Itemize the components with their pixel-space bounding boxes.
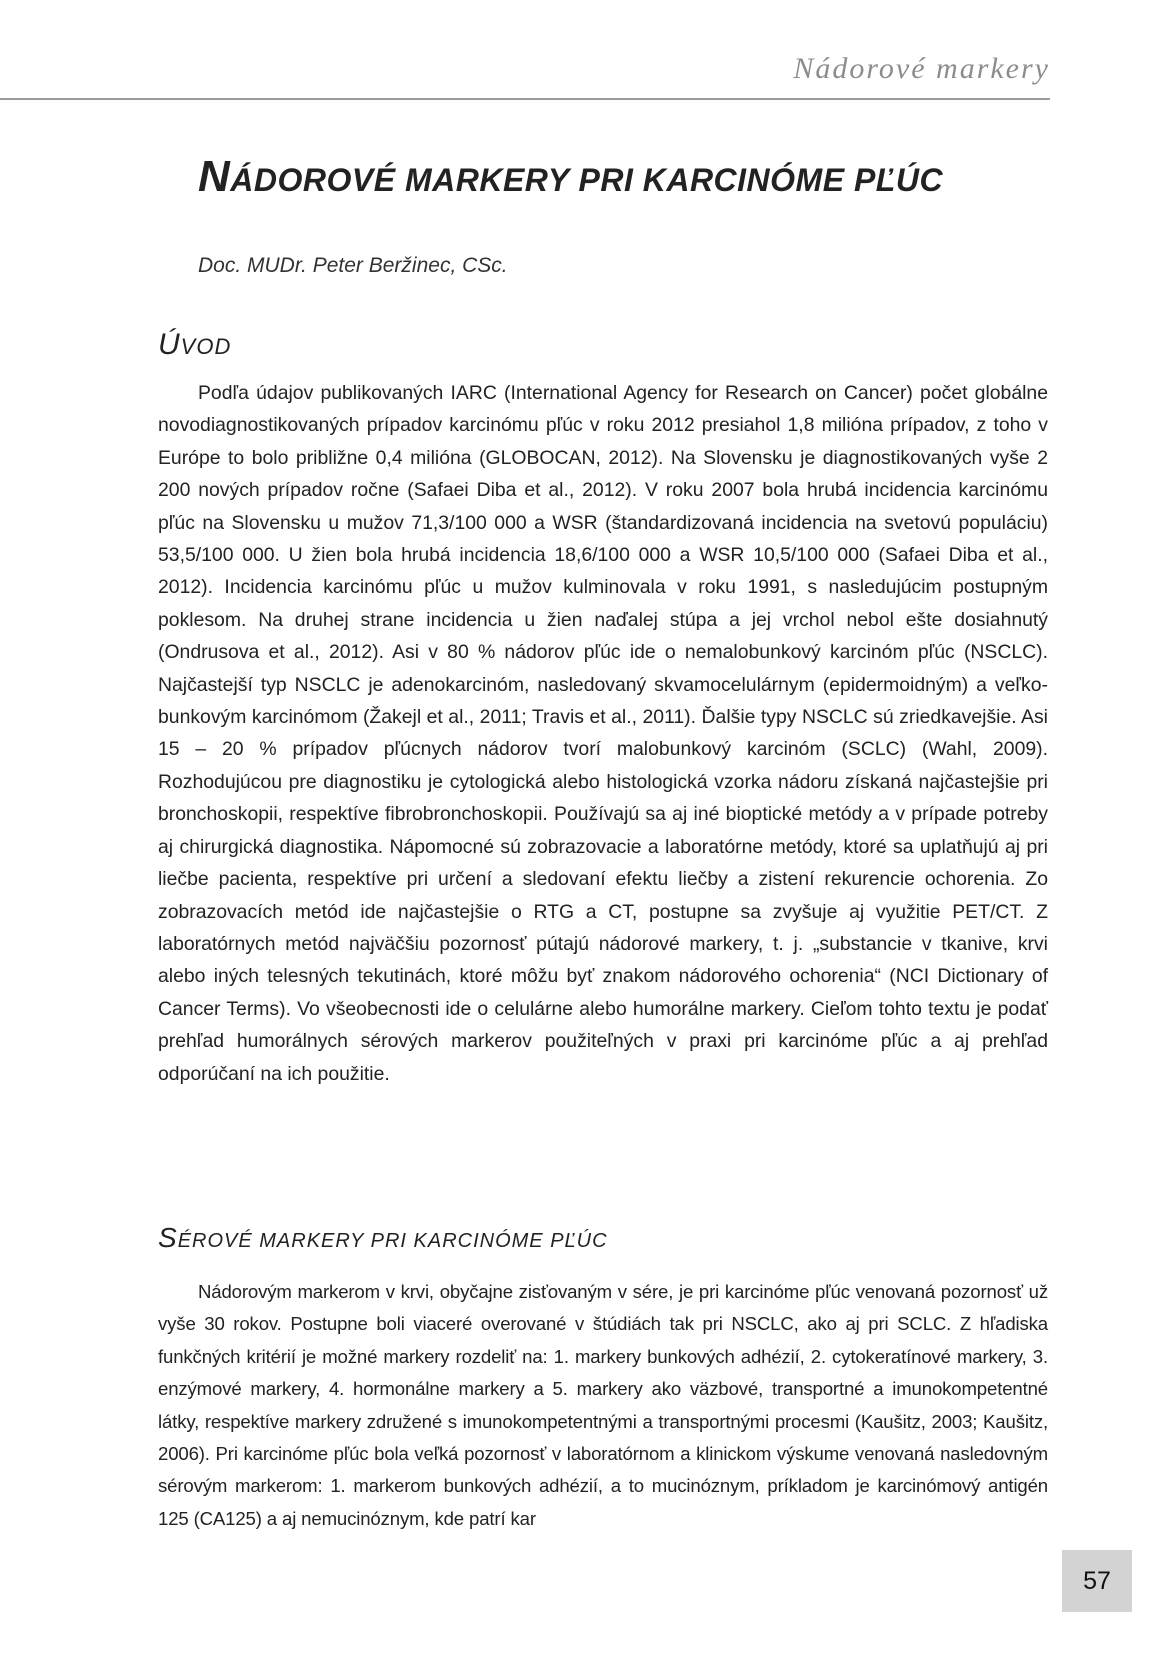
chapter-title-initial: N [198, 152, 231, 201]
chapter-title-rest: ÁDOROVÉ MARKERY PRI KARCINÓME PĽÚC [230, 162, 944, 198]
intro-paragraph: Podľa údajov publikovaných IARC (International Agency for Research on Cancer) počet globálne novodiagnostikovaných prípadov karcinómu pľúc v roku 2012 presiahol 1,8 milióna prípadov, z toho v Európe to bolo približne 0,4 milióna (GLOBOCAN, 2012). Na Slovensku je diagnostikovaných vyše 2 200 nových prípadov ročne (Safaei Diba et al., 2012). V roku 2007 bola hrubá incidencia karcinómu pľúc na Slovensku u mužov 71,3/100 000 a WSR (štandardizovaná incidencia na svetovú populáciu) 53,5/100 000. U žien bola hrubá incidencia 18,6/100 000 a WSR 10,5/100 000 (Safaei Diba et al., 2012). Incidencia karcinómu pľúc u mužov kulminovala v roku 1991, s nasledujúcim postupným poklesom. Na druhej strane incidencia u žien naďalej stúpa a jej vrchol nebol ešte dosiahnutý (Ondrusova et al., 2012). Asi v 80 % nádorov pľúc ide o nemalobunkový karcinóm pľúc (NSCLC). Najčastejší typ NSCLC je adenokarcinóm, nasledovaný skvamocelulárnym (epidermoidným) a veľkobunkovým karcinómom (Žakejl et al., 2011; Travis et al., 2011). Ďalšie typy NSCLC sú zriedkavejšie. Asi 15 – 20 % prípadov pľúcnych nádorov tvorí malobunkový karcinóm (SCLC) (Wahl, 2009). Rozhodujúcou pre diagnostiku je cytologická alebo histologická vzorka nádoru získaná najčastejšie pri bronchoskopii, respektíve fibrobronchoskopii. Používajú sa aj iné bioptické metódy a v prípade potreby aj chirurgická diagnostika. Nápomocné sú zobrazovacie a laboratórne metódy, ktoré sa uplatňujú aj pri liečbe pacienta, respektíve pri určení a sledovaní efektu liečby a zistení rekurencie ochorenia. Zo zobrazovacích metód ide najčastejšie o RTG a CT, postupne sa zvyšuje aj využitie PET/CT. Z laboratórnych metód najväčšiu pozornosť pútajú nádorové markery, t. j. „substancie v tkanive, krvi alebo iných telesných tekutinách, ktoré môžu byť znakom nádorového ochorenia“ (NCI Dictionary of Cancer Terms). Vo všeobecnosti ide o celulárne alebo humorálne markery. Cieľom tohto textu je podať prehľad humorálnych sérových markerov použiteľných v praxi pri karcinóme pľúc a aj prehľad odporúčaní na ich použitie. [158, 382, 1048, 1085]
section-heading-initial: S [158, 1222, 178, 1253]
serum-markers-paragraph: Nádorovým markerom v krvi, obyčajne zisťovaným v sére, je pri karcinóme pľúc venovaná pozornosť už vyše 30 rokov. Postupne boli viaceré overované v štúdiách tak pri NSCLC, ako aj pri SCLC. Z hľadiska funkčných kritérií je možné markery rozdeliť na: 1. markery bunkových adhézií, 2. cytokeratínové markery, 3. enzýmové markery, 4. hormonálne markery a 5. markery ako väzbové, transportné a imunokompetentné látky, respektíve markery združené s imunokompetentnými a transportnými procesmi (Kaušitz, 2003; Kaušitz, 2006). Pri karcinóme pľúc bola veľká pozornosť v laboratórnom a klinickom výskume venovaná nasledovným sérovým markerom: 1. markerom bunkových adhézií, a to mucinóznym, príkladom je karcinómový antigén 125 (CA125) a aj nemucinóznym, kde patrí kar [158, 1281, 1048, 1529]
section-heading-serum-markers [158, 1222, 608, 1254]
section-heading-rest: VOD [180, 334, 232, 359]
author-name: Doc. MUDr. Peter Beržinec, CSc. [198, 254, 508, 277]
running-header-title: Nádorové markery [793, 52, 1050, 85]
section-heading-intro [158, 328, 231, 362]
section-heading-rest: ÉROVÉ MARKERY PRI KARCINÓME PĽÚC [177, 1230, 608, 1252]
header-divider [0, 98, 1050, 100]
page-number: 57 [1062, 1550, 1132, 1612]
section-heading-initial: Ú [158, 328, 181, 361]
chapter-title [198, 152, 943, 202]
